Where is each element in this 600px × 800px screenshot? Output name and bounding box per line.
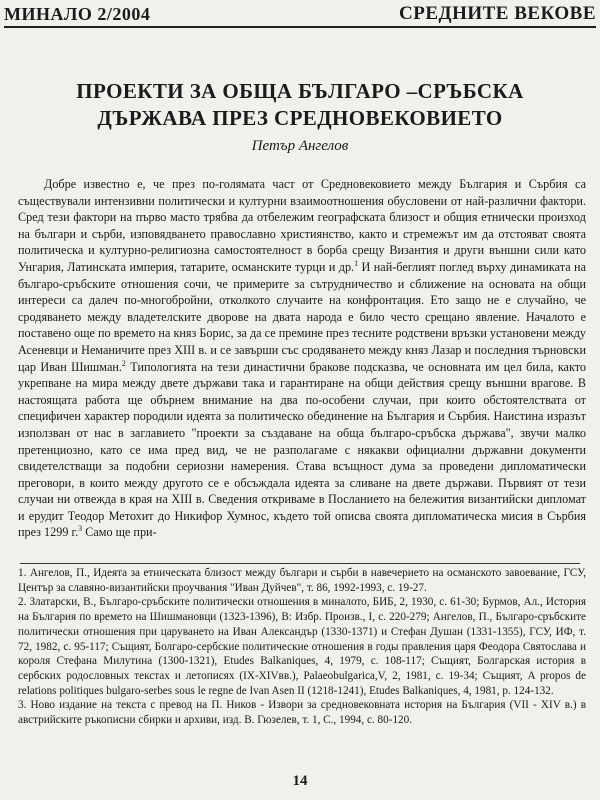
running-header (4, 2, 596, 28)
page-number: 14 (292, 773, 308, 789)
body-text-part-2: И най-беглият поглед върху динамиката на българо-сръбските отношения сочи, че примерите за сътрудничество и сближение на основата на общи интереси са далеч по-многобройни, отколкото случаите на конфронтация. Ето защо не е случайно, че сродяването между владетелските дворове на двата народа е било често срещано явление. Началото е поставено още по времето на княз Борис, за да се премине през тесните родствени връзки установени между Асеневци и Неманичите през XIII в. и се завърши със сродяването между княз Лазар и последния търновски цар Иван Шишман. (18, 259, 586, 374)
footnote-ref-3: 3 (78, 524, 83, 534)
section-title: СРЕДНИТЕ ВЕКОВЕ (399, 3, 596, 24)
article-body (18, 176, 586, 541)
article-title (10, 78, 590, 132)
body-text-part-3: Типологията на тези династични бракове подсказва, че основната им цел била, както укрепване на мира между двете държави така и гарантиране на общи действия срещу външни врагове. В настоящата работа ще обърнем внимание на два по-особени случаи, при които обстоятелствата от специфичен характер породили идеята за политическо обединение на България и Сърбия. Наистина изразът използван от нас в заглавието "проекти за създаване на обща българо-сръбска държава", звучи малко претенциозно, като се има пред вид, че не разполагаме с някакви официални държавни документи свидетелстващи за подобни сериозни намерения. Става всъщност дума за проведени дипломатически преговори, в които между другото се е обсъждала идеята за сливане на двете държави. Първият от тези случаи ни отвежда в края на XIII в. Сведения откриваме в Посланието на бележития византийски дипломат и ерудит Теодор Метохит до Никифор Хумнос, където той описва своята дипломатическа мисия в Сърбия през 1299 г. (18, 359, 586, 540)
footnote-1: 1. Ангелов, П., Идеята за етническата близост между българи и сърби в навечерието на османското завоевание, ГСУ, Център за славяно-византийски проучвания "Иван Дуйчев", т. 86, 1992-1993, с. 19-27. (18, 567, 586, 594)
footnotes (18, 566, 586, 728)
body-text-part-4: Само ще при- (82, 525, 157, 540)
footnote-divider (20, 563, 580, 564)
footnote-2: 2. Златарски, В., Българо-сръбските политически отношения в миналото, БИБ, 2, 1930, с. 61-30; Бурмов, Ал., История на България по времето на Шишмановци (1323-1396), В: Избр. Произв., I, с. 220-279; Ангелов, П., Българо-сръбските политически отношения при царуването на Иван Александър (1330-1371) и Стефан Душан (1331-1355), ГСУ, ИФ, т. 72, 1982, с. 95-117; Същият, Болгаро-сербские политические отношения в годы правления царя Феодора Святослава и короля Стефана Милутина (1300-1321), Etudes Balkaniques, 4, 1979, с. 108-117; Същият, Болгарская история в сербских родословных текстах и летописях (IX-XIVвв.), Palaeobulgarica,V, 2, 1981, с. 19-34; Същият, A propos de relations politiques bulgaro-serbes sous le regne de Ivan Asen II (1218-1241), Etudes Balkaniques, 4, 1981, p. 124-132. (18, 596, 586, 697)
body-text-part-1: Добре известно е, че през по-голямата част от Средновековието между България и Сърбия са съществували интензивни политически и културни взаимоотношения обусловени от най-различни фактори. Сред тези фактори на първо масто трябва да отбележим географската близост и общия етнически произход на българи и сърби, изповядването православно християнство, както и стремежът им да отстояват своята политическа и културно-религиозна самостоятелност в борба срещу Византия и други външни сили като Унгария, Латинската империя, татарите, османските турци и др. (18, 177, 586, 274)
article-title-line-1: ПРОЕКТИ ЗА ОБЩА БЪЛГАРО –СРЪБСКА (76, 79, 524, 103)
article-title-line-2: ДЪРЖАВА ПРЕЗ СРЕДНОВЕКОВИЕТО (97, 106, 503, 130)
footnote-ref-1: 1 (354, 258, 359, 268)
footnote-3: 3. Ново издание на текста с превод на П. Ников - Извори за средновековната история на България (VII - XIV в.) в австрийските ръкописни сбирки и архиви, изд. В. Гюзелев, т. 1, С., 1994, с. 80-120. (18, 699, 586, 727)
footnote-ref-2: 2 (121, 358, 126, 368)
article-author: Петър Ангелов (251, 138, 349, 154)
journal-issue: МИНАЛО 2/2004 (4, 3, 151, 24)
